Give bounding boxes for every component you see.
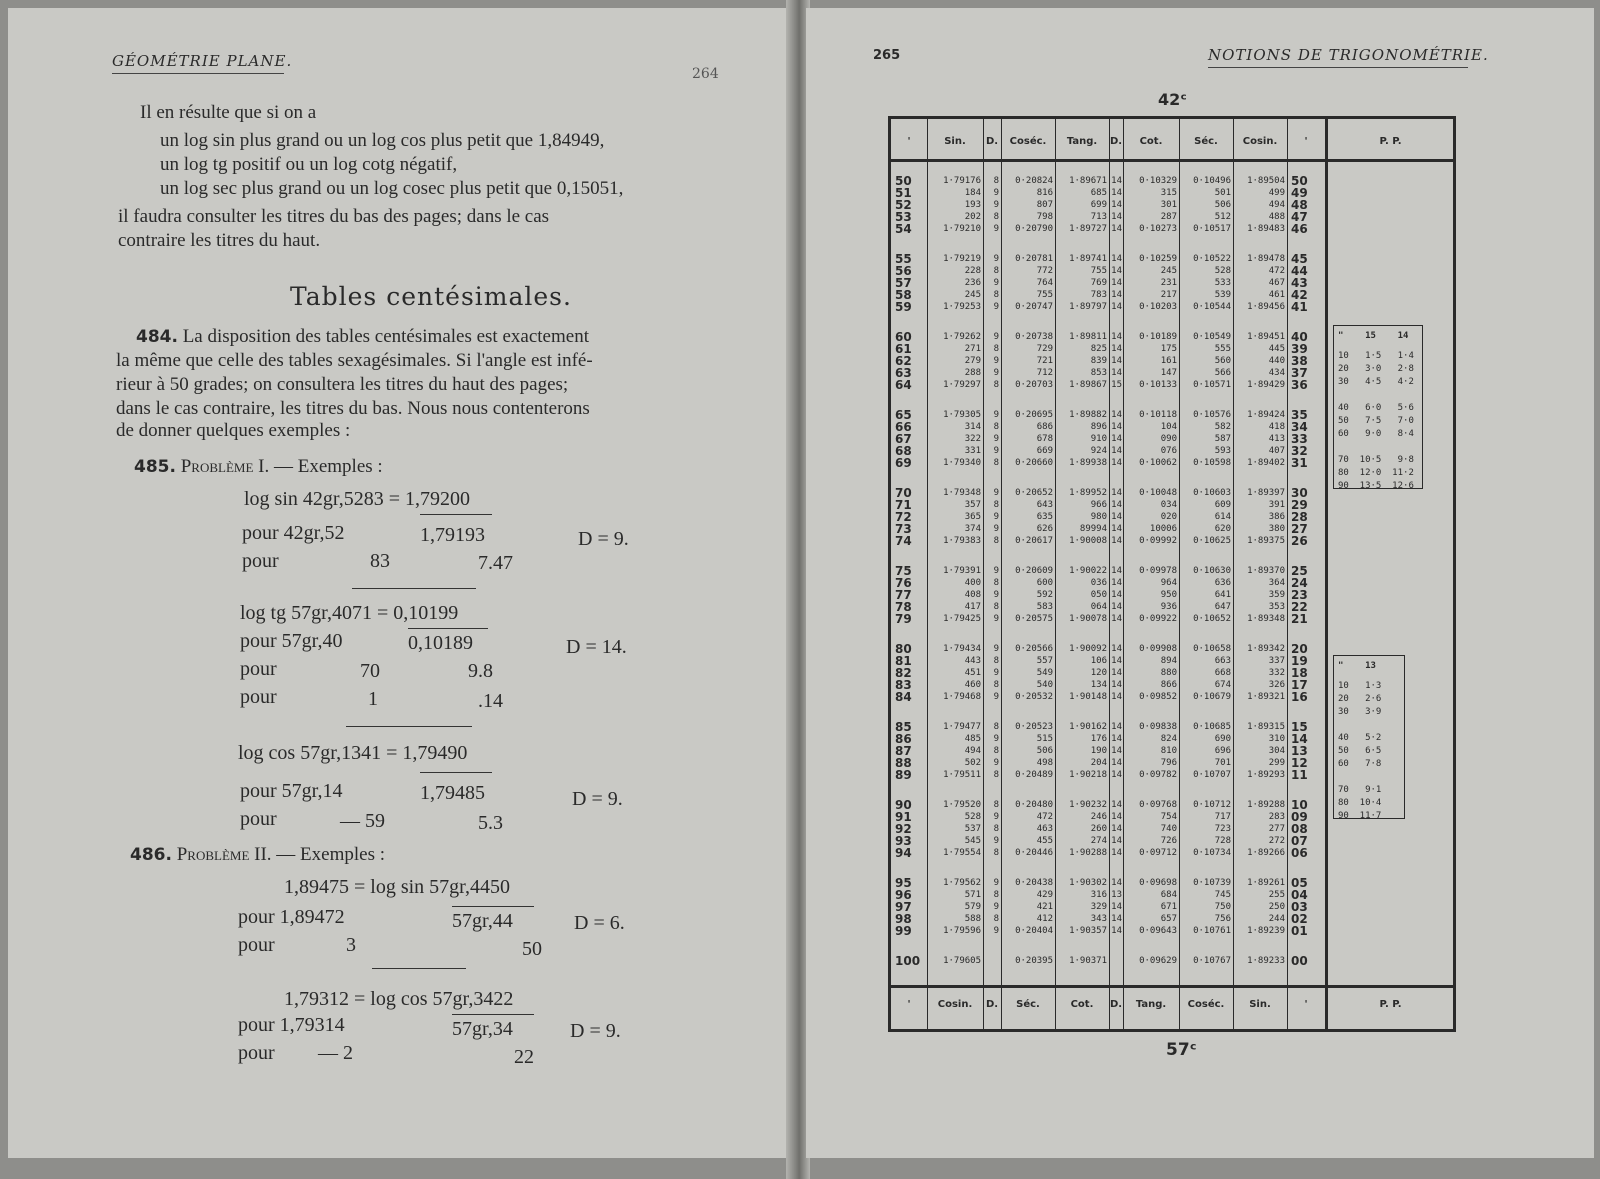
column-rule [1179,119,1180,1029]
minute-column-right: 40 39 38 37 36 [1291,330,1308,392]
column-rule [1325,119,1328,1029]
paragraph-485-heading [134,456,383,478]
cosin-column: 1·89504 499 494 488 1·89483 [1247,176,1285,234]
col-foot-sin: Sin. [1249,999,1271,1010]
column-rule [1055,119,1056,1029]
cosec-column: 0·20566 557 549 540 0·20532 [1015,644,1053,702]
cosec-column: 0·20480 472 463 455 0·20446 [1015,800,1053,858]
example-value: 57gr,34 [452,1018,513,1040]
cot-column: 0·10259 245 231 217 0·10203 [1139,254,1177,312]
example-step: pour [240,808,277,830]
col-head-sin: Sin. [944,136,966,147]
column-rule [1123,119,1124,1029]
d-column: 14 13 14 14 14 [1111,878,1122,936]
example-equation: 1,89475 = log sin 57gr,4450 [284,876,511,898]
sin-column: 1·79305 314 322 331 1·79340 [943,410,981,468]
example-equation: log sin 42gr,5283 = 1,79200 [244,488,471,510]
d-column: 14 14 14 14 14 [1111,800,1122,858]
minute-column-right: 15 14 13 12 11 [1291,720,1308,782]
sec-column: 0·10739 745 750 756 0·10761 [1193,878,1231,936]
separator-rule [372,968,466,969]
cosec-column: 0·20695 686 678 669 0·20660 [1015,410,1053,468]
difference-label: D = 6. [574,912,625,934]
example-number: 70 [360,660,380,682]
cosin-column: 1·89342 337 332 326 1·89321 [1247,644,1285,702]
column-rule [983,119,984,1029]
sec-column: 0·10522 528 533 539 0·10544 [1193,254,1231,312]
col-foot-minute-right: ' [1304,999,1308,1010]
example-equation: 1,79312 = log cos 57gr,3422 [284,988,514,1010]
cosec-column: 0·20523 515 506 498 0·20489 [1015,722,1053,780]
example-step: pour 42gr,52 [242,522,345,544]
tang-column: 1·89952 966 980 89994 1·90008 [1069,488,1107,546]
example-value: 1,79193 [420,524,485,546]
tang-column: 1·89741 755 769 783 1·89797 [1069,254,1107,312]
cot-column: 0·09698 684 671 657 0·09643 [1139,878,1177,936]
header-rule [891,159,1453,162]
d-column: 9 8 9 9 8 [993,332,999,390]
column-rule [1233,119,1234,1029]
top-degree-label: 42ᶜ [1158,90,1187,109]
col-foot-cot: Cot. [1070,999,1094,1010]
paragraph-484-line [136,326,589,348]
example-number: — 2 [318,1042,353,1064]
d-column: 14 14 14 14 14 [1111,644,1122,702]
cosin-column: 1·89451 445 440 434 1·89429 [1247,332,1285,390]
underline-rule [452,1014,534,1015]
sin-column: 1·79520 528 537 545 1·79554 [943,800,981,858]
left-page-number: 264 [692,66,719,82]
right-page-number: 265 [873,48,901,63]
underline-rule [452,906,534,907]
col-foot-pp: P. P. [1379,999,1402,1010]
d-column: 9 8 9 8 9 [993,566,999,624]
problem-label: Problème II. [176,844,272,865]
minute-column: 70 71 72 73 74 [895,486,912,548]
tang-column: 1·90371 [1069,956,1107,966]
sec-column: 0·10712 717 723 728 0·10734 [1193,800,1231,858]
cot-column: 0·10329 315 301 287 0·10273 [1139,176,1177,234]
right-running-head: NOTIONS DE TRIGONOMÉTRIE. [1208,46,1489,68]
example-value: 50 [522,938,542,960]
example-number: 1 [368,688,378,710]
sin-column: 1·79434 443 451 460 1·79468 [943,644,981,702]
minute-column: 50 51 52 53 54 [895,174,912,236]
cosin-column: 1·89315 310 304 299 1·89293 [1247,722,1285,780]
col-head-cot: Cot. [1139,136,1163,147]
sec-column: 0·10603 609 614 620 0·10625 [1193,488,1231,546]
sec-column: 0·10630 636 641 647 0·10652 [1193,566,1231,624]
underline-rule [420,514,492,515]
d-column: 8 9 9 8 9 [993,176,999,234]
d-column: 8 9 8 9 8 [993,722,999,780]
example-step: pour [242,550,279,572]
example-value: 22 [514,1046,534,1068]
cot-column: 0·10048 034 020 10006 0·09992 [1139,488,1177,546]
sin-column: 1·79477 485 494 502 1·79511 [943,722,981,780]
underline-rule [408,628,488,629]
minute-column-right: 35 34 33 32 31 [1291,408,1308,470]
col-foot-cosin: Cosin. [937,999,973,1010]
paragraph-484-line: la même que celle des tables sexagésimales. Si l'angle est infé- [116,350,593,371]
d-column: 14 14 14 14 14 [1111,176,1122,234]
col-head-sec: Séc. [1194,136,1218,147]
minute-column: 80 81 82 83 84 [895,642,912,704]
col-foot-d: D. [985,999,999,1010]
example-step: pour 1,79314 [238,1014,345,1036]
minute-column: 75 76 77 78 79 [895,564,912,626]
example-value: 5.3 [478,812,503,834]
sin-column: 1·79348 357 365 374 1·79383 [943,488,981,546]
footer-rule [891,985,1453,988]
example-equation: log cos 57gr,1341 = 1,79490 [238,742,468,764]
cosin-column: 1·89478 472 467 461 1·89456 [1247,254,1285,312]
sec-column: 0·10549 555 560 566 0·10571 [1193,332,1231,390]
col-foot-cosec: Coséc. [1187,999,1225,1010]
intro-line: contraire les titres du haut. [118,230,321,251]
example-step: pour [238,934,275,956]
cosin-column: 1·89424 418 413 407 1·89402 [1247,410,1285,468]
cosin-column: 1·89288 283 277 272 1·89266 [1247,800,1285,858]
minute-column-right: 50 49 48 47 46 [1291,174,1308,236]
example-step: pour 57gr,40 [240,630,343,652]
d-column: 14 14 14 14 15 [1111,332,1122,390]
cot-column: 0·09838 824 810 796 0·09782 [1139,722,1177,780]
left-running-head: GÉOMÉTRIE PLANE. [112,52,292,74]
example-value: .14 [478,690,503,712]
tang-column: 1·89882 896 910 924 1·89938 [1069,410,1107,468]
intro-line: un log sin plus grand ou un log cos plus petit que 1,84949, [160,130,605,151]
tang-column: 1·90232 246 260 274 1·90288 [1069,800,1107,858]
cot-column: 0·09978 964 950 936 0·09922 [1139,566,1177,624]
d-column: 8 9 8 9 8 [993,800,999,858]
column-rule [1287,119,1288,1029]
cosec-column: 0·20781 772 764 755 0·20747 [1015,254,1053,312]
minute-column: 100 [895,954,921,968]
col-head-d: D. [1109,136,1123,147]
paragraph-484-line: dans le cas contraire, les titres du bas. Nous nous contenterons [116,398,590,419]
pp-box [1333,655,1405,819]
minute-column: 55 56 57 58 59 [895,252,912,314]
sec-column: 0·10658 663 668 674 0·10679 [1193,644,1231,702]
tang-column: 1·90092 106 120 134 1·90148 [1069,644,1107,702]
d-column: 9 8 9 9 8 [993,488,999,546]
example-step: pour [238,1042,275,1064]
difference-label: D = 9. [578,528,629,550]
cosin-column: 1·89370 364 359 353 1·89348 [1247,566,1285,624]
col-head-cosec: Coséc. [1009,136,1047,147]
minute-column-right: 00 [1291,954,1308,968]
example-equation: log tg 57gr,4071 = 0,10199 [240,602,459,624]
tang-column: 1·89811 825 839 853 1·89867 [1069,332,1107,390]
minute-column-right: 45 44 43 42 41 [1291,252,1308,314]
col-foot-sec: Séc. [1016,999,1040,1010]
example-value: 57gr,44 [452,910,513,932]
intro-line: il faudra consulter les titres du bas des pages; dans le cas [118,206,550,227]
cosin-column: 1·89261 255 250 244 1·89239 [1247,878,1285,936]
example-step: pour [240,686,277,708]
cot-column: 0·09629 [1139,956,1177,966]
minute-column-right: 30 29 28 27 26 [1291,486,1308,548]
separator-rule [346,726,472,727]
sin-column: 1·79562 571 579 588 1·79596 [943,878,981,936]
example-value: 7.47 [478,552,513,574]
sin-column: 1·79219 228 236 245 1·79253 [943,254,981,312]
d-column: 14 14 14 14 14 [1111,722,1122,780]
sec-column: 0·10496 501 506 512 0·10517 [1193,176,1231,234]
intro-line: Il en résulte que si on a [140,102,317,123]
paragraph-number: 485. [134,457,176,477]
tang-column: 1·90162 176 190 204 1·90218 [1069,722,1107,780]
sec-column: 0·10576 582 587 593 0·10598 [1193,410,1231,468]
sin-column: 1·79391 400 408 417 1·79425 [943,566,981,624]
underline-rule [420,772,492,773]
example-step: pour [240,658,277,680]
paragraph-484-line: rieur à 50 grades; on consultera les titres du haut des pages; [116,374,569,395]
col-head-minute: ' [907,136,911,147]
d-column: 9 8 9 8 9 [993,644,999,702]
d-column: 9 8 9 9 8 [993,410,999,468]
col-foot-tang: Tang. [1135,999,1167,1010]
section-title: Tables centésimales. [290,282,572,311]
d-column: 14 14 14 14 14 [1111,410,1122,468]
example-number: 83 [370,550,390,572]
minute-column-right: 20 19 18 17 16 [1291,642,1308,704]
pp-box [1333,325,1423,489]
difference-label: D = 9. [572,788,623,810]
cosec-column: 0·20738 729 721 712 0·20703 [1015,332,1053,390]
difference-label: D = 9. [570,1020,621,1042]
sin-column: 1·79262 271 279 288 1·79297 [943,332,981,390]
trig-table [888,116,1456,1032]
paragraph-number: 484. [136,327,178,347]
cot-column: 0·09768 754 740 726 0·09712 [1139,800,1177,858]
intro-line: un log sec plus grand ou un log cosec plus petit que 0,15051, [160,178,624,199]
cosin-column: 1·89397 391 386 380 1·89375 [1247,488,1285,546]
intro-line: un log tg positif ou un log cotg négatif, [160,154,458,175]
example-value: 0,10189 [408,632,473,654]
d-column: 9 8 9 8 9 [993,878,999,936]
col-foot-minute: ' [907,999,911,1010]
paragraph-text: La disposition des tables centésimales est exactement [182,326,589,347]
cot-column: 0·10118 104 090 076 0·10062 [1139,410,1177,468]
cot-column: 0·10189 175 161 147 0·10133 [1139,332,1177,390]
minute-column-right: 10 09 08 07 06 [1291,798,1308,860]
d-column: 14 14 14 14 14 [1111,488,1122,546]
paragraph-486-heading [130,844,385,866]
paragraph-number: 486. [130,845,172,865]
cosec-column: 0·20824 816 807 798 0·20790 [1015,176,1053,234]
minute-column-right: 25 24 23 22 21 [1291,564,1308,626]
pp-box-head: " 13 [1338,661,1376,671]
example-value: 1,79485 [420,782,485,804]
minute-column-right: 05 04 03 02 01 [1291,876,1308,938]
d-column: 9 8 9 8 9 [993,254,999,312]
d-column: 14 14 14 14 14 [1111,566,1122,624]
cot-column: 0·09908 894 880 866 0·09852 [1139,644,1177,702]
example-step: pour 1,89472 [238,906,345,928]
pp-box-rows: 10 1·3 20 2·6 30 3·9 40 5·2 50 6·5 60 7·8 70 9·1 80 10·4 90 11·7 [1338,681,1382,821]
sin-column: 1·79605 [943,956,981,966]
minute-column: 60 61 62 63 64 [895,330,912,392]
bottom-degree-label: 57ᶜ [1166,1040,1197,1060]
sec-column: 0·10685 690 696 701 0·10707 [1193,722,1231,780]
col-head-pp: P. P. [1379,136,1402,147]
problem-text: — Exemples : [273,456,383,477]
problem-label: Problème I. [180,456,270,477]
cosin-column: 1·89233 [1247,956,1285,966]
minute-column: 90 91 92 93 94 [895,798,912,860]
example-number: — 59 [340,810,385,832]
paragraph-484-line: de donner quelques exemples : [116,420,351,441]
column-rule [1001,119,1002,1029]
difference-label: D = 14. [566,636,627,658]
problem-text: — Exemples : [276,844,385,865]
tang-column: 1·90302 316 329 343 1·90357 [1069,878,1107,936]
example-number: 3 [346,934,356,956]
example-value: 9.8 [468,660,493,682]
example-step: pour 57gr,14 [240,780,343,802]
tang-column: 1·90022 036 050 064 1·90078 [1069,566,1107,624]
cosec-column: 0·20438 429 421 412 0·20404 [1015,878,1053,936]
col-head-d: D. [985,136,999,147]
col-head-cosin: Cosin. [1242,136,1278,147]
cosec-column: 0·20652 643 635 626 0·20617 [1015,488,1053,546]
col-head-tang: Tang. [1066,136,1098,147]
col-foot-d: D. [1109,999,1123,1010]
sec-column: 0·10767 [1193,956,1231,966]
minute-column: 95 96 97 98 99 [895,876,912,938]
col-head-minute-right: ' [1304,136,1308,147]
cosec-column: 0·20395 [1015,956,1053,966]
d-column: 14 14 14 14 14 [1111,254,1122,312]
tang-column: 1·89671 685 699 713 1·89727 [1069,176,1107,234]
pp-box-rows: 10 1·5 1·4 20 3·0 2·8 30 4·5 4·2 40 6·0 5·6 50 7·5 7·0 60 9·0 8·4 70 10·5 9·8 80 12·0 11·2 90 13·5 12·6 [1338,351,1414,491]
cosec-column: 0·20609 600 592 583 0·20575 [1015,566,1053,624]
column-rule [927,119,928,1029]
minute-column: 65 66 67 68 69 [895,408,912,470]
pp-box-head: " 15 14 [1338,331,1409,341]
sin-column: 1·79176 184 193 202 1·79210 [943,176,981,234]
separator-rule [352,588,476,589]
minute-column: 85 86 87 88 89 [895,720,912,782]
